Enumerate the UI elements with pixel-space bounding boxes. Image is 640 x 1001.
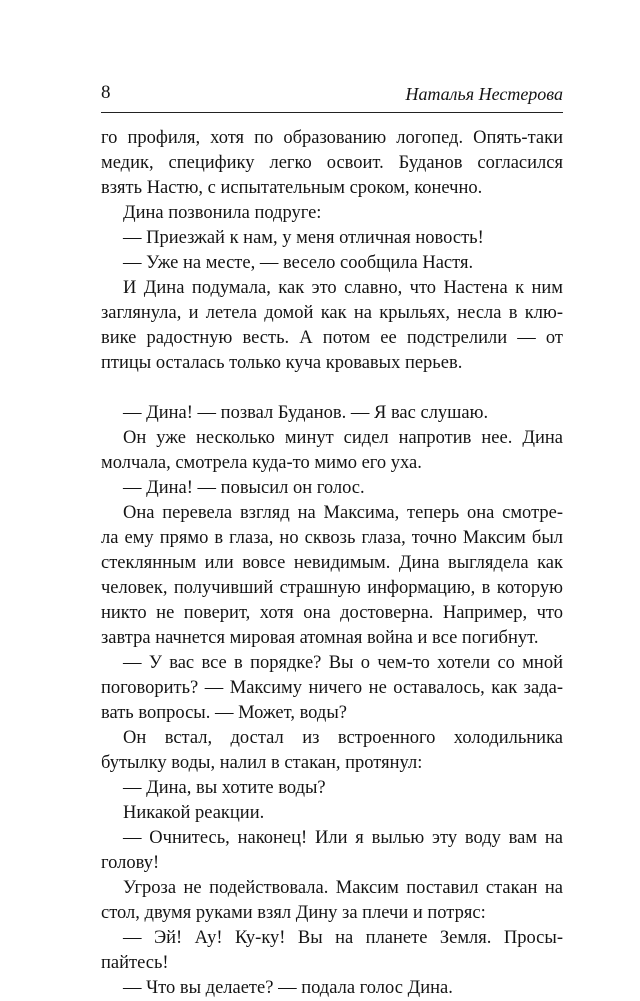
text-line: — Дина! — позвал Буданов. — Я вас слушаю. — [123, 403, 489, 423]
text-line: — Что вы делаете? — подала голос Дина. — [123, 978, 453, 998]
text-line: поговорить? — Максиму ничего не оставалось, как зада- — [101, 678, 563, 698]
page-body — [101, 126, 563, 1001]
text-line: стол, двумя руками взял Дину за плечи и потряс: — [101, 903, 486, 923]
text-line: молчала, смотрела куда-то мимо его уха. — [101, 453, 422, 473]
text-line: — Уже на месте, — весело сообщила Настя. — [123, 253, 474, 273]
text-line: птицы осталась только куча кровавых перьев. — [101, 353, 463, 373]
text-line: — У вас все в порядке? Вы о чем-то хотели со мной — [123, 653, 563, 673]
text-line: — Дина, вы хотите воды? — [123, 778, 326, 798]
text-line: заглянула, и летела домой как на крыльях, несла в клю- — [101, 303, 563, 323]
page-number: 8 — [101, 82, 111, 103]
text-line: бутылку воды, налил в стакан, протянул: — [101, 753, 423, 773]
text-line: никто не поверит, хотя она достоверна. Например, что — [101, 603, 563, 623]
text-line: Он встал, достал из встроенного холодильника — [123, 728, 563, 748]
text-line: ла ему прямо в глаза, но сквозь глаза, точно Максим был — [101, 528, 563, 548]
running-title: Наталья Нестерова — [405, 84, 563, 104]
text-line: И Дина подумала, как это славно, что Настена к ним — [123, 278, 563, 298]
text-line: Он уже несколько минут сидел напротив нее. Дина — [123, 428, 563, 448]
text-line: Угроза не подействовала. Максим поставил стакан на — [123, 878, 563, 898]
text-line: голову! — [101, 853, 160, 873]
text-line: — Приезжай к нам, у меня отличная новость! — [123, 228, 484, 248]
text-line: человек, получивший страшную информацию, в которую — [101, 578, 563, 598]
text-line: пайтесь! — [101, 953, 169, 973]
text-line: медик, специфику легко освоит. Буданов согласился — [101, 153, 563, 173]
text-line: — Очнитесь, наконец! Или я вылью эту воду вам на — [123, 828, 563, 848]
scene-break — [101, 376, 563, 401]
text-line: Она перевела взгляд на Максима, теперь она смотре- — [123, 503, 563, 523]
text-line: завтра начнется мировая атомная война и все погибнут. — [101, 628, 539, 648]
text-line: го профиля, хотя по образованию логопед. Опять-таки — [101, 128, 563, 148]
text-line: взять Настю, с испытательным сроком, конечно. — [101, 178, 483, 198]
text-line: стеклянным или вовсе невидимым. Дина выглядела как — [101, 553, 563, 573]
text-line: Дина позвонила подруге: — [123, 203, 322, 223]
text-line: — Дина! — повысил он голос. — [123, 478, 365, 498]
text-line: — Эй! Ау! Ку-ку! Вы на планете Земля. Просы- — [123, 928, 563, 948]
text-line: вать вопросы. — Может, воды? — [101, 703, 347, 723]
text-line: Никакой реакции. — [123, 803, 265, 823]
text-line: вике радостную весть. А потом ее подстрелили — от — [101, 328, 563, 348]
page-header — [101, 82, 563, 113]
